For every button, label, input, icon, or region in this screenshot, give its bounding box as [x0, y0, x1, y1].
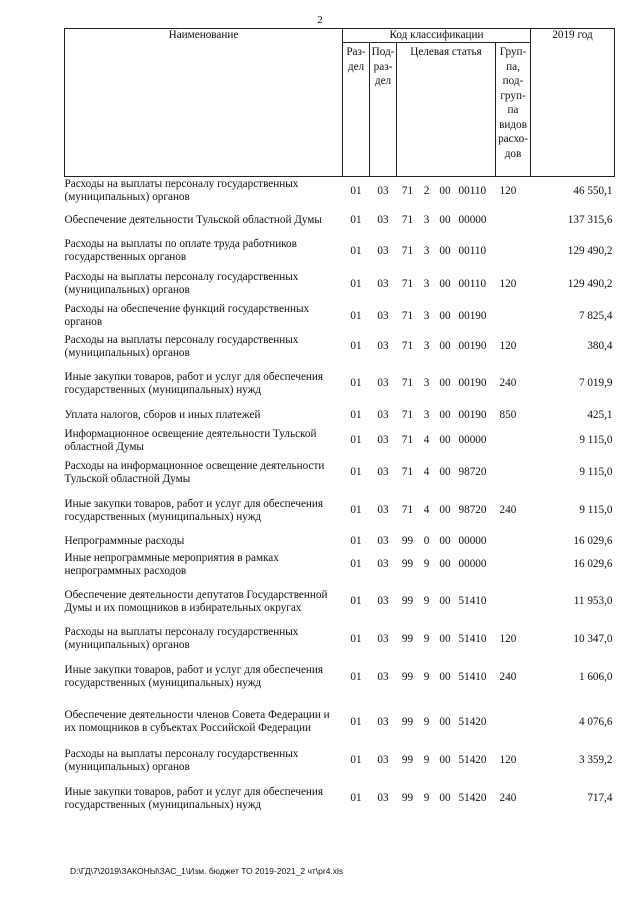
row-code-c2: 03 — [377, 504, 389, 516]
table-row — [65, 457, 615, 489]
table-row — [65, 332, 615, 362]
row-code-c2: 03 — [377, 184, 389, 197]
row-amount: 380,4 — [587, 340, 613, 352]
row-expense-group — [496, 301, 531, 332]
row-name: Уплата налогов, сборов и иных платежей — [64, 408, 261, 421]
row-name: Расходы на выплаты по оплате труда работников государственных органов — [64, 238, 297, 263]
row-code-c5: 00 — [439, 792, 451, 804]
table-row — [65, 777, 615, 821]
row-code-c6: 98720 — [458, 466, 487, 478]
table-row — [65, 550, 615, 580]
row-code-c4: 3 — [423, 244, 430, 257]
header-target: Целевая статья — [397, 43, 496, 177]
row-code-c1: 01 — [350, 715, 362, 728]
row-code-c4: 4 — [423, 434, 430, 446]
row-code-c4: 9 — [423, 595, 430, 607]
row-code-c5: 00 — [439, 309, 451, 322]
table-row — [65, 624, 615, 655]
row-code-c6: 51410 — [458, 595, 487, 607]
row-code-c6: 00110 — [458, 244, 487, 257]
row-code-c5: 00 — [439, 754, 451, 766]
table-row — [65, 425, 615, 457]
row-code-c4: 3 — [423, 213, 430, 226]
row-expense-group — [496, 550, 531, 580]
row-code-c2: 03 — [377, 340, 389, 352]
row-code-c3: 71 — [401, 213, 414, 226]
row-code-c1: 01 — [350, 309, 362, 322]
table-row — [65, 177, 615, 206]
row-amount: 16 029,6 — [573, 558, 613, 570]
row-code-c5: 00 — [439, 277, 451, 290]
row-name: Расходы на выплаты персоналу государственных (муниципальных) органов — [64, 178, 299, 204]
row-code-c3: 71 — [401, 434, 414, 446]
row-amount: 137 315,6 — [567, 213, 613, 226]
row-code-c2: 03 — [377, 632, 389, 645]
row-name: Расходы на выплаты персоналу государственных (муниципальных) органов — [64, 271, 299, 296]
row-amount: 9 115,0 — [579, 466, 613, 478]
row-code-c4: 3 — [423, 340, 430, 352]
row-code-c3: 99 — [401, 792, 414, 804]
row-expense-group: 240 — [499, 670, 517, 683]
row-code-c3: 99 — [401, 754, 414, 766]
row-name: Информационное освещение деятельности Тульской областной Думы — [64, 427, 317, 453]
header-razdel: Раз- дел — [343, 43, 370, 177]
row-expense-group — [496, 457, 531, 489]
row-code-c5: 00 — [439, 244, 451, 257]
row-code-c1: 01 — [350, 408, 362, 421]
row-code-c6: 51410 — [458, 632, 487, 645]
row-code-c3: 99 — [401, 595, 414, 607]
row-amount: 3 359,2 — [578, 754, 613, 766]
table-row — [65, 533, 615, 550]
row-expense-group: 120 — [499, 184, 517, 197]
row-name: Обеспечение деятельности членов Совета Федерации и их помощников в субъектах Российской Федерации — [64, 709, 330, 734]
row-name: Расходы на выплаты персоналу государственных (муниципальных) органов — [64, 747, 299, 773]
row-code-c6: 00000 — [458, 534, 487, 547]
row-name: Иные непрограммные мероприятия в рамках непрограммных расходов — [64, 551, 279, 577]
row-code-c3: 71 — [401, 466, 414, 478]
table-row — [65, 655, 615, 700]
row-expense-group: 240 — [499, 792, 517, 804]
row-code-c6: 51410 — [458, 670, 487, 683]
header-podrazdel: Под- раз- дел — [370, 43, 397, 177]
row-code-c6: 00000 — [458, 558, 487, 570]
row-name: Расходы на выплаты персоналу государственных (муниципальных) органов — [64, 626, 299, 651]
row-code-c5: 00 — [439, 670, 451, 683]
row-name: Непрограммные расходы — [64, 534, 185, 547]
row-code-c5: 00 — [439, 213, 451, 226]
row-code-c5: 00 — [439, 377, 451, 389]
row-amount: 9 115,0 — [579, 504, 613, 516]
row-code-c1: 01 — [350, 340, 362, 352]
row-code-c5: 00 — [439, 715, 451, 728]
row-code-c3: 71 — [401, 408, 414, 421]
table-row — [65, 235, 615, 268]
row-expense-group — [496, 700, 531, 745]
row-code-c3: 71 — [401, 309, 414, 322]
row-amount: 11 953,0 — [573, 595, 613, 607]
row-code-c6: 00190 — [458, 309, 487, 322]
row-name: Расходы на обеспечение функций государственных органов — [64, 303, 310, 328]
row-code-c2: 03 — [377, 213, 389, 226]
row-code-c5: 00 — [439, 558, 451, 570]
table-row — [65, 206, 615, 235]
row-code-c4: 4 — [423, 466, 430, 478]
row-code-c2: 03 — [377, 277, 389, 290]
header-year: 2019 год — [531, 29, 615, 177]
table-row — [65, 268, 615, 301]
row-code-c3: 71 — [401, 504, 414, 516]
row-code-c5: 00 — [439, 595, 451, 607]
row-expense-group — [496, 235, 531, 268]
row-code-c3: 99 — [401, 670, 414, 683]
row-name: Расходы на информационное освещение деятельности Тульской областной Думы — [64, 459, 325, 485]
table-row — [65, 301, 615, 332]
row-code-c3: 71 — [401, 184, 414, 197]
row-code-c5: 00 — [439, 534, 451, 547]
row-code-c1: 01 — [350, 754, 362, 766]
row-code-c2: 03 — [377, 244, 389, 257]
row-code-c4: 9 — [423, 754, 430, 766]
row-code-c5: 00 — [439, 632, 451, 645]
row-expense-group — [496, 580, 531, 624]
row-code-c5: 00 — [439, 340, 451, 352]
row-code-c2: 03 — [377, 434, 389, 446]
row-name: Обеспечение деятельности депутатов Государственной Думы и их помощников в избирательных округах — [64, 588, 328, 614]
row-code-c1: 01 — [350, 595, 362, 607]
row-code-c1: 01 — [350, 632, 362, 645]
row-amount: 7 825,4 — [578, 309, 613, 322]
row-code-c6: 51420 — [458, 792, 487, 804]
row-code-c2: 03 — [377, 595, 389, 607]
row-code-c2: 03 — [377, 466, 389, 478]
row-code-c6: 51420 — [458, 715, 487, 728]
row-code-c1: 01 — [350, 466, 362, 478]
row-code-c6: 00190 — [458, 408, 487, 421]
row-code-c1: 01 — [350, 377, 362, 389]
row-code-c4: 4 — [423, 504, 430, 516]
row-amount: 717,4 — [587, 792, 613, 804]
row-code-c2: 03 — [377, 670, 389, 683]
row-amount: 129 490,2 — [567, 244, 613, 257]
row-code-c5: 00 — [439, 184, 451, 197]
row-expense-group: 240 — [499, 504, 517, 516]
row-code-c2: 03 — [377, 534, 389, 547]
row-amount: 425,1 — [587, 408, 613, 421]
row-code-c6: 00190 — [458, 377, 487, 389]
row-name: Иные закупки товаров, работ и услуг для обеспечения государственных (муниципальных) нужд — [64, 497, 324, 523]
row-code-c2: 03 — [377, 558, 389, 570]
row-expense-group: 120 — [499, 754, 517, 766]
header-group: Груп- па, под- груп- па видов расхо- дов — [496, 43, 531, 177]
row-code-c1: 01 — [350, 277, 362, 290]
row-code-c5: 00 — [439, 504, 451, 516]
header-name: Наименование — [65, 29, 343, 177]
page-number: 2 — [317, 14, 323, 26]
table-row — [65, 700, 615, 745]
row-name: Иные закупки товаров, работ и услуг для обеспечения государственных (муниципальных) нужд — [64, 370, 324, 396]
row-code-c3: 99 — [401, 632, 414, 645]
row-expense-group: 120 — [499, 340, 517, 352]
row-expense-group — [496, 425, 531, 457]
row-code-c1: 01 — [350, 244, 362, 257]
row-code-c1: 01 — [350, 213, 362, 226]
row-code-c4: 9 — [423, 670, 430, 683]
row-code-c4: 9 — [423, 792, 430, 804]
table-row — [65, 406, 615, 425]
row-amount: 10 347,0 — [573, 632, 613, 645]
row-code-c5: 00 — [439, 408, 451, 421]
budget-table — [64, 28, 615, 821]
row-name: Иные закупки товаров, работ и услуг для обеспечения государственных (муниципальных) нужд — [64, 785, 324, 811]
row-code-c3: 71 — [401, 377, 414, 389]
row-code-c2: 03 — [377, 309, 389, 322]
row-code-c4: 2 — [423, 184, 430, 197]
row-code-c2: 03 — [377, 715, 389, 728]
row-code-c6: 00000 — [458, 434, 487, 446]
row-code-c4: 9 — [423, 558, 430, 570]
row-name: Расходы на выплаты персоналу государственных (муниципальных) органов — [64, 333, 299, 359]
table-row — [65, 362, 615, 406]
row-code-c1: 01 — [350, 534, 362, 547]
row-code-c1: 01 — [350, 184, 362, 197]
row-code-c3: 99 — [401, 715, 414, 728]
row-amount: 4 076,6 — [578, 715, 613, 728]
row-code-c3: 99 — [401, 534, 414, 547]
row-code-c6: 00190 — [458, 340, 487, 352]
row-code-c4: 3 — [423, 309, 430, 322]
table-row — [65, 745, 615, 777]
row-code-c3: 71 — [401, 244, 414, 257]
row-code-c5: 00 — [439, 434, 451, 446]
row-code-c3: 71 — [401, 277, 414, 290]
row-code-c4: 9 — [423, 715, 430, 728]
row-code-c2: 03 — [377, 377, 389, 389]
row-code-c4: 3 — [423, 377, 430, 389]
row-code-c4: 9 — [423, 632, 430, 645]
file-path-footer: D:\ГД\7\2019\ЗАКОНЫ\ЗАС_1\Изм. бюджет ТО 2019-2021_2 чт\pr4.xls — [70, 866, 344, 876]
row-amount: 9 115,0 — [579, 434, 613, 446]
row-code-c3: 99 — [401, 558, 414, 570]
row-code-c6: 00000 — [458, 213, 487, 226]
row-expense-group: 240 — [499, 377, 517, 389]
row-code-c5: 00 — [439, 466, 451, 478]
table-row — [65, 489, 615, 533]
row-code-c3: 71 — [401, 340, 414, 352]
row-code-c2: 03 — [377, 754, 389, 766]
row-amount: 16 029,6 — [573, 534, 613, 547]
row-name: Иные закупки товаров, работ и услуг для обеспечения государственных (муниципальных) нужд — [64, 664, 324, 689]
row-code-c2: 03 — [377, 792, 389, 804]
row-amount: 1 606,0 — [578, 670, 613, 683]
row-amount: 129 490,2 — [567, 277, 613, 290]
row-code-c1: 01 — [350, 558, 362, 570]
row-expense-group: 120 — [499, 632, 517, 645]
header-classification: Код классификации — [343, 29, 531, 43]
row-code-c4: 3 — [423, 408, 430, 421]
row-expense-group: 850 — [499, 408, 517, 421]
row-code-c4: 3 — [423, 277, 430, 290]
row-code-c6: 00110 — [458, 277, 487, 290]
row-amount: 46 550,1 — [573, 184, 613, 197]
table-row — [65, 580, 615, 624]
row-code-c2: 03 — [377, 408, 389, 421]
row-code-c6: 98720 — [458, 504, 487, 516]
row-code-c1: 01 — [350, 670, 362, 683]
row-amount: 7 019,9 — [578, 377, 613, 389]
row-expense-group — [496, 206, 531, 235]
row-code-c1: 01 — [350, 434, 362, 446]
row-name: Обеспечение деятельности Тульской областной Думы — [64, 213, 322, 226]
row-expense-group — [496, 533, 531, 550]
row-code-c1: 01 — [350, 792, 362, 804]
row-code-c6: 51420 — [458, 754, 487, 766]
row-code-c4: 0 — [423, 534, 430, 547]
row-code-c1: 01 — [350, 504, 362, 516]
row-code-c6: 00110 — [458, 184, 487, 197]
row-expense-group: 120 — [499, 277, 517, 290]
